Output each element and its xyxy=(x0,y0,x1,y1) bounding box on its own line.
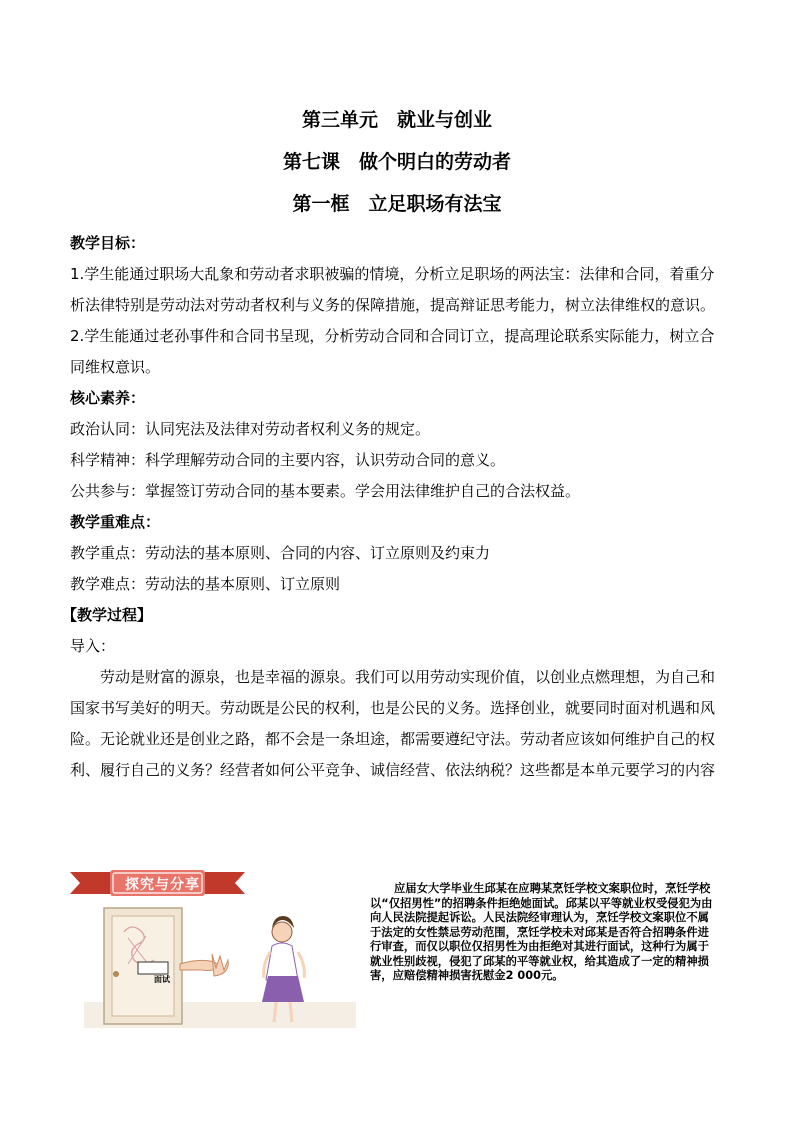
literacy-item-3: 公共参与：掌握签订劳动合同的基本要素。学会用法律维护自己的合法权益。 xyxy=(70,482,581,500)
lesson-title: 第七课 做个明白的劳动者 xyxy=(282,151,511,173)
objectives-heading: 教学目标： xyxy=(70,234,146,252)
intro-label: 导入： xyxy=(70,637,116,655)
lesson-body xyxy=(62,228,725,786)
keypoint-focus: 教学重点：劳动法的基本原则、合同的内容、订立原则及约束力 xyxy=(70,544,491,562)
door-sign-text: 面试 xyxy=(154,975,170,984)
keypoint-difficulty: 教学难点：劳动法的基本原则、订立原则 xyxy=(70,575,341,593)
literacy-heading: 核心素养： xyxy=(70,389,146,407)
process-heading: 【教学过程】 xyxy=(62,606,153,624)
intro-paragraph: 劳动是财富的源泉，也是幸福的源泉。我们可以用劳动实现价值，以创业点燃理想，为自己和国家书写美好的明天。劳动既是公民的权利，也是公民的义务。选择创业，就要同时面对机遇和风险。无论就业还是创业之路，都不会是一条坦途，都需要遵纪守法。劳动者应该如何维护自己的权利、履行自己的义务？经营者如何公平竞争、诚信经营、依法纳税？这些都是本单元要学习的内容 xyxy=(70,668,716,779)
literacy-item-1: 政治认同：认同宪法及法律对劳动者权利义务的规定。 xyxy=(70,420,431,438)
objective-item-1: 1.学生能通过职场大乱象和劳动者求职被骗的情境，分析立足职场的两法宝：法律和合同，着重分析法律特别是劳动法对劳动者权利与义务的保障措施，提高辩证思考能力，树立法律维权的意识。 xyxy=(70,265,716,314)
unit-title: 第三单元 就业与创业 xyxy=(301,109,492,131)
literacy-item-2: 科学精神：科学理解劳动合同的主要内容，认识劳动合同的意义。 xyxy=(70,451,506,469)
explore-banner-label: 探究与分享 xyxy=(125,877,200,893)
keypoints-heading: 教学重难点： xyxy=(70,513,161,531)
objective-item-2: 2.学生能通过老孙事件和合同书呈现，分析劳动合同和合同订立，提高理论联系实际能力，树立合同维权意识。 xyxy=(70,327,715,376)
frame-title: 第一框 立足职场有法宝 xyxy=(292,193,502,215)
case-caption: 应届女大学毕业生邱某在应聘某烹饪学校文案职位时，烹饪学校以“仅招男性”的招聘条件拒绝她面试。邱某以平等就业权受侵犯为由向人民法院提起诉讼。人民法院经审理认为，烹饪学校文案职位不属于法定的女性禁忌劳动范围，烹饪学校未对邱某是否符合招聘条件进行审查，而仅以职位仅招男性为由拒绝对其进行面试，这种行为属于就业性别歧视，侵犯了邱某的平等就业权，给其造成了一定的精神损害，应赔偿精神损害抚慰金2 000元。 xyxy=(370,882,713,982)
interview-illustration xyxy=(84,902,356,1028)
explore-share-figure xyxy=(70,866,730,1031)
